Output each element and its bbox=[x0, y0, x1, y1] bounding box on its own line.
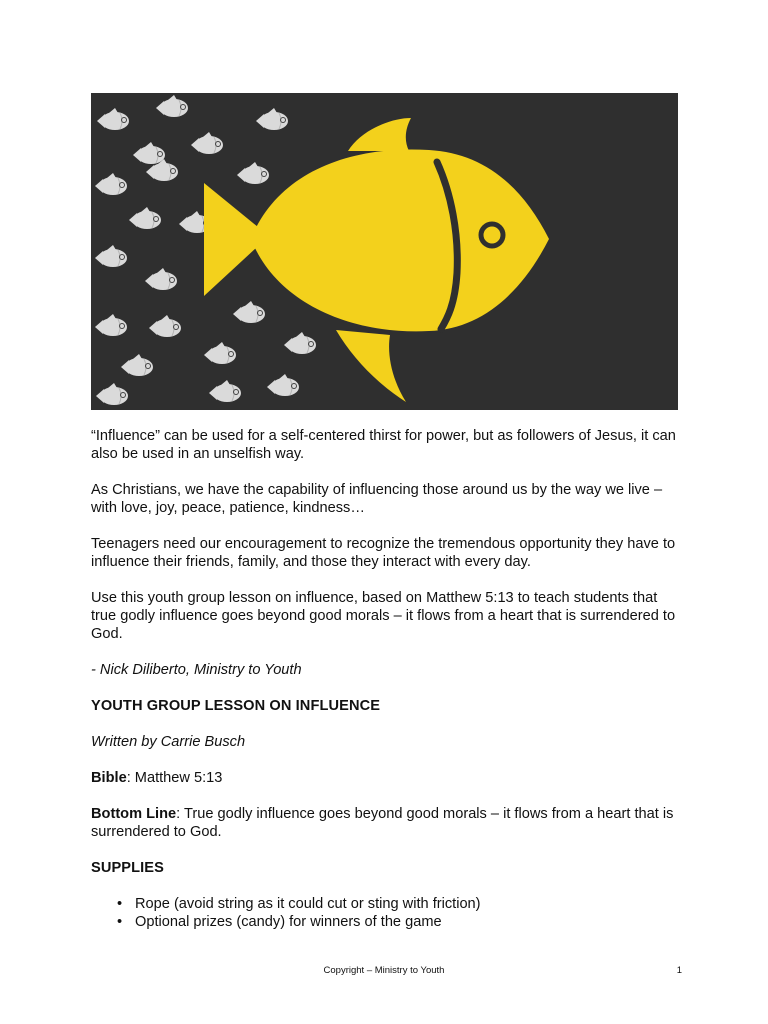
lesson-author: Written by Carrie Busch bbox=[91, 734, 246, 750]
bottom-line bbox=[91, 805, 681, 841]
supplies-item: • Optional prizes (candy) for winners of the game bbox=[91, 913, 681, 931]
intro-paragraph-4: Use this youth group lesson on influence, based on Matthew 5:13 to teach students that true godly influence goes beyond good morals – it flows from a heart that is surrendered to God. bbox=[91, 590, 676, 642]
lesson-title: YOUTH GROUP LESSON ON INFLUENCE bbox=[91, 698, 381, 714]
page-number: 1 bbox=[676, 965, 682, 976]
intro-paragraph-3: Teenagers need our encouragement to recognize the tremendous opportunity they have to influence their friends, family, and those they interact with every day. bbox=[91, 536, 676, 570]
hero-image bbox=[91, 93, 678, 410]
fish-illustration-icon bbox=[91, 93, 678, 410]
intro-paragraph-1: “Influence” can be used for a self-centered thirst for power, but as followers of Jesus, it can also be used in an unselfish way. bbox=[91, 428, 676, 462]
bottom-line-value: : True godly influence goes beyond good morals – it flows from a heart that is surrendered to God. bbox=[91, 806, 674, 840]
bible-value: : Matthew 5:13 bbox=[126, 770, 223, 786]
supplies-item: • Rope (avoid string as it could cut or sting with friction) bbox=[91, 895, 681, 913]
supplies-heading: SUPPLIES bbox=[91, 860, 164, 876]
intro-paragraph-2: As Christians, we have the capability of influencing those around us by the way we live – with love, joy, peace, patience, kindness… bbox=[91, 482, 663, 516]
bible-reference bbox=[91, 769, 681, 787]
bible-label: Bible bbox=[91, 770, 127, 786]
copyright-text: Copyright – Ministry to Youth bbox=[323, 965, 445, 976]
document-body bbox=[91, 427, 681, 931]
bottom-line-label: Bottom Line bbox=[91, 806, 177, 822]
supplies-list bbox=[91, 895, 681, 931]
attribution: - Nick Diliberto, Ministry to Youth bbox=[91, 662, 302, 678]
